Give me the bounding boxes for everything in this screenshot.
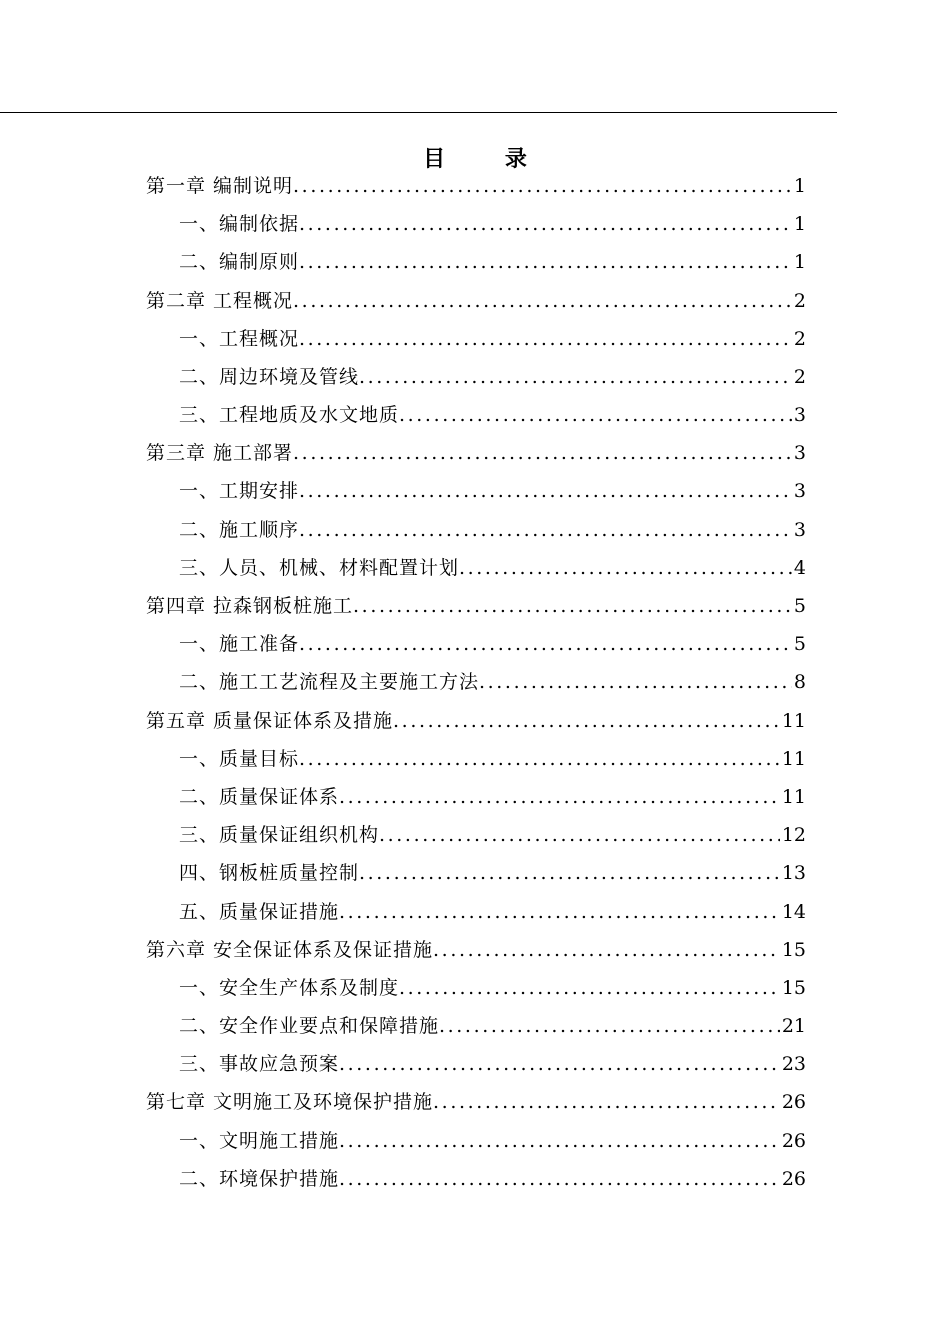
toc-section-entry[interactable] bbox=[146, 358, 806, 396]
toc-page-number: 8 bbox=[793, 671, 806, 694]
toc-entry-text: 第四章 拉森钢板桩施工 bbox=[146, 595, 354, 618]
toc-leader-dots bbox=[353, 587, 792, 625]
toc-leader-dots bbox=[399, 969, 780, 1007]
toc-chapter-entry[interactable] bbox=[146, 434, 806, 472]
toc-entry-text: 一、文明施工措施 bbox=[179, 1129, 340, 1152]
toc-leader-dots bbox=[339, 1160, 780, 1198]
toc-page-number: 2 bbox=[793, 365, 806, 388]
toc-leader-dots bbox=[439, 1007, 780, 1045]
toc-section-entry[interactable] bbox=[146, 893, 806, 931]
toc-page-number: 26 bbox=[781, 1167, 806, 1190]
toc-section-entry[interactable] bbox=[146, 243, 806, 281]
toc-entry-text: 二、安全作业要点和保障措施 bbox=[179, 1015, 440, 1038]
toc-leader-dots bbox=[299, 205, 792, 243]
toc-section-entry[interactable] bbox=[146, 205, 806, 243]
toc-leader-dots bbox=[339, 1045, 780, 1083]
toc-page-number: 1 bbox=[793, 251, 806, 274]
toc-leader-dots bbox=[393, 702, 780, 740]
toc-entry-text: 一、工期安排 bbox=[179, 480, 300, 503]
toc-section-entry[interactable] bbox=[146, 854, 806, 892]
toc-page-number: 21 bbox=[781, 1015, 806, 1038]
toc-leader-dots bbox=[299, 625, 792, 663]
toc-leader-dots bbox=[339, 1122, 780, 1160]
toc-leader-dots bbox=[359, 358, 792, 396]
toc-page-number: 23 bbox=[781, 1053, 806, 1076]
toc-leader-dots bbox=[299, 320, 792, 358]
toc-page-number: 1 bbox=[793, 174, 806, 197]
toc-page-number: 13 bbox=[781, 862, 806, 885]
toc-entry-text: 二、施工工艺流程及主要施工方法 bbox=[179, 671, 480, 694]
toc-entry-text: 二、周边环境及管线 bbox=[179, 365, 360, 388]
toc-page-number: 12 bbox=[781, 824, 806, 847]
toc-entry-text: 一、施工准备 bbox=[179, 633, 300, 656]
toc-section-entry[interactable] bbox=[146, 969, 806, 1007]
toc-page-number: 14 bbox=[781, 900, 806, 923]
toc-entry-text: 二、施工顺序 bbox=[179, 518, 300, 541]
toc-leader-dots bbox=[293, 282, 792, 320]
page-title: 目 录 bbox=[423, 146, 553, 172]
toc-section-entry[interactable] bbox=[146, 1007, 806, 1045]
table-of-contents bbox=[146, 167, 806, 1198]
toc-entry-text: 二、质量保证体系 bbox=[179, 785, 340, 808]
toc-page-number: 2 bbox=[793, 327, 806, 350]
toc-page-number: 11 bbox=[781, 709, 806, 732]
toc-page-number: 26 bbox=[781, 1091, 806, 1114]
toc-entry-text: 五、质量保证措施 bbox=[179, 900, 340, 923]
toc-section-entry[interactable] bbox=[146, 816, 806, 854]
toc-page-number: 5 bbox=[793, 595, 806, 618]
toc-leader-dots bbox=[379, 816, 780, 854]
toc-section-entry[interactable] bbox=[146, 1045, 806, 1083]
toc-chapter-entry[interactable] bbox=[146, 1084, 806, 1122]
toc-page-number: 11 bbox=[781, 747, 806, 770]
toc-leader-dots bbox=[293, 167, 792, 205]
toc-section-entry[interactable] bbox=[146, 1160, 806, 1198]
toc-chapter-entry[interactable] bbox=[146, 587, 806, 625]
toc-section-entry[interactable] bbox=[146, 1122, 806, 1160]
toc-page-number: 15 bbox=[781, 938, 806, 961]
toc-leader-dots bbox=[293, 434, 792, 472]
toc-entry-text: 第一章 编制说明 bbox=[146, 174, 294, 197]
toc-entry-text: 一、编制依据 bbox=[179, 213, 300, 236]
toc-leader-dots bbox=[299, 740, 780, 778]
toc-page-number: 3 bbox=[793, 442, 806, 465]
toc-section-entry[interactable] bbox=[146, 625, 806, 663]
toc-section-entry[interactable] bbox=[146, 740, 806, 778]
toc-entry-text: 三、事故应急预案 bbox=[179, 1053, 340, 1076]
header-rule bbox=[0, 112, 837, 113]
toc-section-entry[interactable] bbox=[146, 511, 806, 549]
toc-entry-text: 一、安全生产体系及制度 bbox=[179, 976, 400, 999]
toc-entry-text: 一、工程概况 bbox=[179, 327, 300, 350]
toc-entry-text: 第五章 质量保证体系及措施 bbox=[146, 709, 394, 732]
toc-leader-dots bbox=[433, 931, 780, 969]
toc-leader-dots bbox=[299, 243, 792, 281]
toc-entry-text: 一、质量目标 bbox=[179, 747, 300, 770]
toc-entry-text: 四、钢板桩质量控制 bbox=[179, 862, 360, 885]
toc-entry-text: 第二章 工程概况 bbox=[146, 289, 294, 312]
toc-chapter-entry[interactable] bbox=[146, 931, 806, 969]
toc-page-number: 1 bbox=[793, 213, 806, 236]
toc-section-entry[interactable] bbox=[146, 663, 806, 701]
toc-entry-text: 二、编制原则 bbox=[179, 251, 300, 274]
toc-section-entry[interactable] bbox=[146, 778, 806, 816]
toc-chapter-entry[interactable] bbox=[146, 282, 806, 320]
toc-leader-dots bbox=[433, 1084, 780, 1122]
toc-page-number: 3 bbox=[793, 480, 806, 503]
toc-leader-dots bbox=[339, 778, 780, 816]
toc-page-number: 4 bbox=[793, 556, 806, 579]
toc-entry-text: 三、质量保证组织机构 bbox=[179, 824, 380, 847]
toc-page-number: 26 bbox=[781, 1129, 806, 1152]
toc-page-number: 5 bbox=[793, 633, 806, 656]
toc-leader-dots bbox=[339, 893, 780, 931]
toc-entry-text: 三、工程地质及水文地质 bbox=[179, 404, 400, 427]
toc-entry-text: 第三章 施工部署 bbox=[146, 442, 294, 465]
toc-leader-dots bbox=[399, 396, 792, 434]
toc-leader-dots bbox=[299, 473, 792, 511]
toc-leader-dots bbox=[479, 663, 792, 701]
toc-entry-text: 三、人员、机械、材料配置计划 bbox=[179, 556, 460, 579]
toc-entry-text: 第六章 安全保证体系及保证措施 bbox=[146, 938, 434, 961]
toc-leader-dots bbox=[459, 549, 792, 587]
toc-section-entry[interactable] bbox=[146, 473, 806, 511]
toc-page-number: 15 bbox=[781, 976, 806, 999]
toc-leader-dots bbox=[359, 854, 780, 892]
toc-section-entry[interactable] bbox=[146, 549, 806, 587]
toc-page-number: 11 bbox=[781, 785, 806, 808]
toc-chapter-entry[interactable] bbox=[146, 167, 806, 205]
toc-section-entry[interactable] bbox=[146, 396, 806, 434]
toc-page-number: 2 bbox=[793, 289, 806, 312]
toc-leader-dots bbox=[299, 511, 792, 549]
toc-page-number: 3 bbox=[793, 518, 806, 541]
toc-entry-text: 二、环境保护措施 bbox=[179, 1167, 340, 1190]
toc-page-number: 3 bbox=[793, 404, 806, 427]
toc-chapter-entry[interactable] bbox=[146, 702, 806, 740]
toc-entry-text: 第七章 文明施工及环境保护措施 bbox=[146, 1091, 434, 1114]
toc-section-entry[interactable] bbox=[146, 320, 806, 358]
